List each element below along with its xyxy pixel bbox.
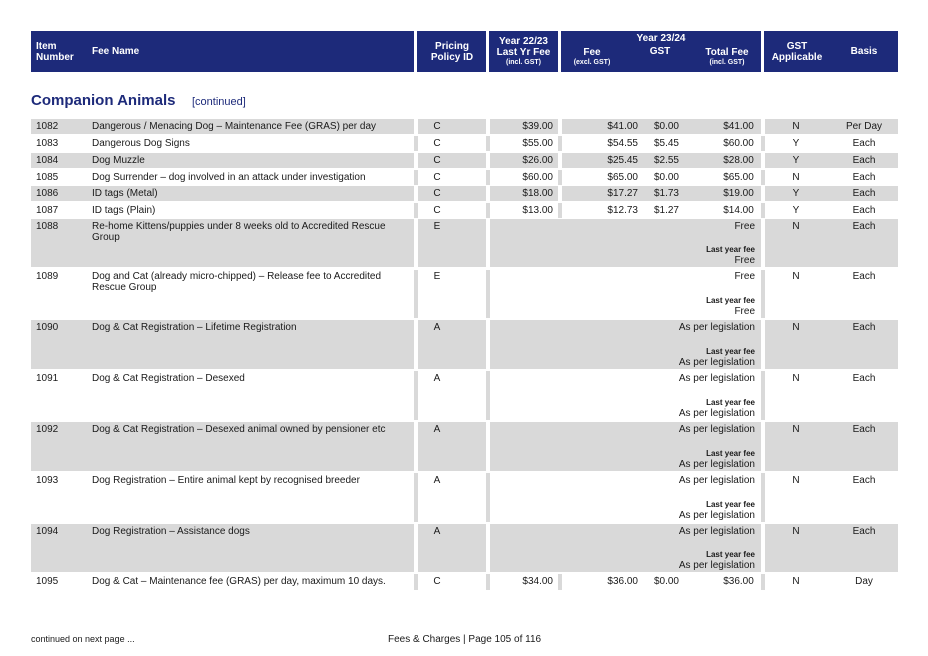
basis: Each	[852, 322, 876, 333]
fee-name: Dog Registration – Assistance dogs	[92, 526, 250, 537]
item-number: 1092	[36, 424, 59, 435]
header-last-yr	[491, 31, 556, 72]
last-yr-fee: $60.00	[522, 172, 553, 183]
table-row	[31, 186, 898, 201]
header-fee-name: Fee Name	[92, 46, 140, 57]
last-year-fee-value: As per legislation	[678, 560, 755, 571]
basis: Each	[852, 172, 876, 183]
total-fee: $65.00	[723, 172, 754, 183]
basis: Each	[852, 271, 876, 282]
gst-amount: $1.27	[653, 205, 679, 216]
header-divider	[761, 31, 764, 72]
total-fee: $60.00	[723, 138, 754, 149]
pricing-policy: A	[433, 526, 441, 537]
header-pricing-policy: Pricing Policy ID	[430, 40, 474, 63]
basis: Each	[852, 526, 876, 537]
gst-amount: $0.00	[653, 576, 679, 587]
section-continued: [continued]	[192, 96, 246, 108]
basis: Each	[852, 205, 876, 216]
item-number: 1093	[36, 475, 59, 486]
fee-value: As per legislation	[678, 526, 755, 537]
basis: Each	[852, 188, 876, 199]
table-row	[31, 524, 898, 572]
fee-name: Dog & Cat Registration – Lifetime Registration	[92, 322, 297, 333]
last-yr-fee: $18.00	[522, 188, 553, 199]
fee-name: Re-home Kittens/puppies under 8 weeks old to Accredited Rescue Group	[92, 221, 386, 243]
fee-excl-gst: $17.27	[607, 188, 638, 199]
header-fee	[566, 42, 618, 72]
header-year-curr: Year 23/24	[636, 32, 686, 44]
item-number: 1088	[36, 221, 59, 232]
gst-applicable: N	[792, 526, 800, 537]
gst-applicable: N	[792, 271, 800, 282]
gst-applicable: N	[792, 172, 800, 183]
last-year-fee-value: As per legislation	[678, 459, 755, 470]
fee-value: As per legislation	[678, 424, 755, 435]
item-number: 1090	[36, 322, 59, 333]
basis: Each	[852, 373, 876, 384]
total-fee: $19.00	[723, 188, 754, 199]
basis: Each	[852, 138, 876, 149]
gst-amount: $2.55	[653, 155, 679, 166]
last-yr-fee: $26.00	[522, 155, 553, 166]
section-title: Companion Animals	[31, 92, 176, 109]
item-number: 1082	[36, 121, 59, 132]
pricing-policy: C	[433, 155, 441, 166]
last-year-fee-label: Last year fee	[706, 449, 755, 458]
fee-name: ID tags (Metal)	[92, 188, 158, 199]
header-gst-applicable: GST Applicable	[771, 40, 823, 63]
item-number: 1086	[36, 188, 59, 199]
basis: Per Day	[845, 121, 883, 132]
pricing-policy: C	[433, 172, 441, 183]
last-year-fee-label: Last year fee	[706, 347, 755, 356]
gst-applicable: Y	[792, 205, 800, 216]
pricing-policy: A	[433, 373, 441, 384]
fee-value: Free	[734, 271, 755, 282]
pricing-policy: C	[433, 576, 441, 587]
header-year-prev: Year 22/23	[499, 36, 548, 47]
last-year-fee-label: Last year fee	[706, 500, 755, 509]
fee-excl-gst: $12.73	[607, 205, 638, 216]
header-last-yr-fee: Last Yr Fee	[496, 47, 551, 58]
fee-name: Dog Registration – Entire animal kept by recognised breeder	[92, 475, 360, 486]
table-row	[31, 153, 898, 168]
fee-excl-gst: $41.00	[607, 121, 638, 132]
header-total-incl-gst: (incl. GST)	[709, 59, 745, 66]
last-yr-fee: $13.00	[522, 205, 553, 216]
gst-applicable: N	[792, 322, 800, 333]
pricing-policy: E	[433, 271, 441, 282]
table-header	[31, 31, 898, 72]
last-year-fee-value: As per legislation	[678, 357, 755, 368]
last-yr-fee: $39.00	[522, 121, 553, 132]
gst-applicable: N	[792, 576, 800, 587]
gst-applicable: Y	[792, 188, 800, 199]
gst-applicable: N	[792, 121, 800, 132]
table-row	[31, 473, 898, 522]
table-row	[31, 574, 898, 590]
item-number: 1094	[36, 526, 59, 537]
basis: Each	[852, 424, 876, 435]
last-year-fee-label: Last year fee	[706, 245, 755, 254]
last-year-fee-label: Last year fee	[706, 296, 755, 305]
gst-amount: $0.00	[653, 172, 679, 183]
gst-applicable: N	[792, 221, 800, 232]
header-excl-gst: (excl. GST)	[573, 59, 611, 66]
fee-excl-gst: $54.55	[607, 138, 638, 149]
gst-applicable: Y	[792, 138, 800, 149]
last-year-fee-value: As per legislation	[678, 408, 755, 419]
fee-value: Free	[734, 221, 755, 232]
item-number: 1095	[36, 576, 59, 587]
last-year-fee-value: As per legislation	[678, 510, 755, 521]
pricing-policy: C	[433, 205, 441, 216]
fee-value: As per legislation	[678, 373, 755, 384]
continued-note: continued on next page ...	[31, 634, 135, 644]
fee-excl-gst: $36.00	[607, 576, 638, 587]
fee-name: Dog Surrender – dog involved in an attack under investigation	[92, 172, 366, 183]
header-divider	[486, 31, 489, 72]
pricing-policy: A	[433, 424, 441, 435]
gst-applicable: N	[792, 475, 800, 486]
pricing-policy: E	[433, 221, 441, 232]
header-basis: Basis	[850, 46, 878, 57]
pricing-policy: C	[433, 121, 441, 132]
gst-amount: $1.73	[653, 188, 679, 199]
last-year-fee-value: Free	[734, 306, 755, 317]
header-item-number: Item Number	[36, 40, 74, 63]
table-row	[31, 136, 898, 151]
gst-amount: $5.45	[653, 138, 679, 149]
fee-name: Dangerous / Menacing Dog – Maintenance Fee (GRAS) per day	[92, 121, 377, 132]
item-number: 1083	[36, 138, 59, 149]
pricing-policy: C	[433, 138, 441, 149]
header-divider	[414, 31, 417, 72]
fee-excl-gst: $65.00	[607, 172, 638, 183]
item-number: 1089	[36, 271, 59, 282]
header-total-fee-label: Total Fee	[705, 47, 749, 58]
gst-amount: $0.00	[653, 121, 679, 132]
pricing-policy: C	[433, 188, 441, 199]
gst-applicable: N	[792, 424, 800, 435]
gst-applicable: Y	[792, 155, 800, 166]
fee-name: ID tags (Plain)	[92, 205, 156, 216]
last-year-fee-label: Last year fee	[706, 398, 755, 407]
fee-excl-gst: $25.45	[607, 155, 638, 166]
gst-applicable: N	[792, 373, 800, 384]
basis: Each	[852, 221, 876, 232]
table-row	[31, 320, 898, 369]
table-row	[31, 203, 898, 218]
fee-value: As per legislation	[678, 475, 755, 486]
fee-name: Dog & Cat Registration – Desexed animal owned by pensioner etc	[92, 424, 386, 435]
table-row	[31, 270, 898, 318]
header-gst: GST	[649, 46, 671, 57]
table-row	[31, 170, 898, 185]
fee-name: Dog & Cat – Maintenance fee (GRAS) per day, maximum 10 days.	[92, 576, 386, 587]
last-year-fee-label: Last year fee	[706, 550, 755, 559]
last-yr-fee: $34.00	[522, 576, 553, 587]
header-incl-gst: (incl. GST)	[506, 59, 541, 66]
fee-name: Dangerous Dog Signs	[92, 138, 190, 149]
last-yr-fee: $55.00	[522, 138, 553, 149]
table-row	[31, 422, 898, 471]
total-fee: $14.00	[723, 205, 754, 216]
fee-name: Dog Muzzle	[92, 155, 145, 166]
basis: Each	[852, 475, 876, 486]
last-year-fee-value: Free	[734, 255, 755, 266]
item-number: 1091	[36, 373, 59, 384]
pricing-policy: A	[433, 475, 441, 486]
basis: Day	[855, 576, 873, 587]
item-number: 1087	[36, 205, 59, 216]
total-fee: $28.00	[723, 155, 754, 166]
table-row	[31, 219, 898, 267]
header-total-fee	[696, 42, 758, 72]
pricing-policy: A	[433, 322, 441, 333]
table-row	[31, 371, 898, 420]
fee-value: As per legislation	[678, 322, 755, 333]
header-fee-label: Fee	[583, 47, 601, 58]
item-number: 1085	[36, 172, 59, 183]
total-fee: $41.00	[723, 121, 754, 132]
total-fee: $36.00	[723, 576, 754, 587]
item-number: 1084	[36, 155, 59, 166]
page-footer: Fees & Charges | Page 105 of 116	[388, 634, 542, 645]
table-row	[31, 119, 898, 134]
basis: Each	[852, 155, 876, 166]
fee-name: Dog & Cat Registration – Desexed	[92, 373, 245, 384]
fee-name: Dog and Cat (already micro-chipped) – Release fee to Accredited Rescue Group	[92, 271, 382, 293]
